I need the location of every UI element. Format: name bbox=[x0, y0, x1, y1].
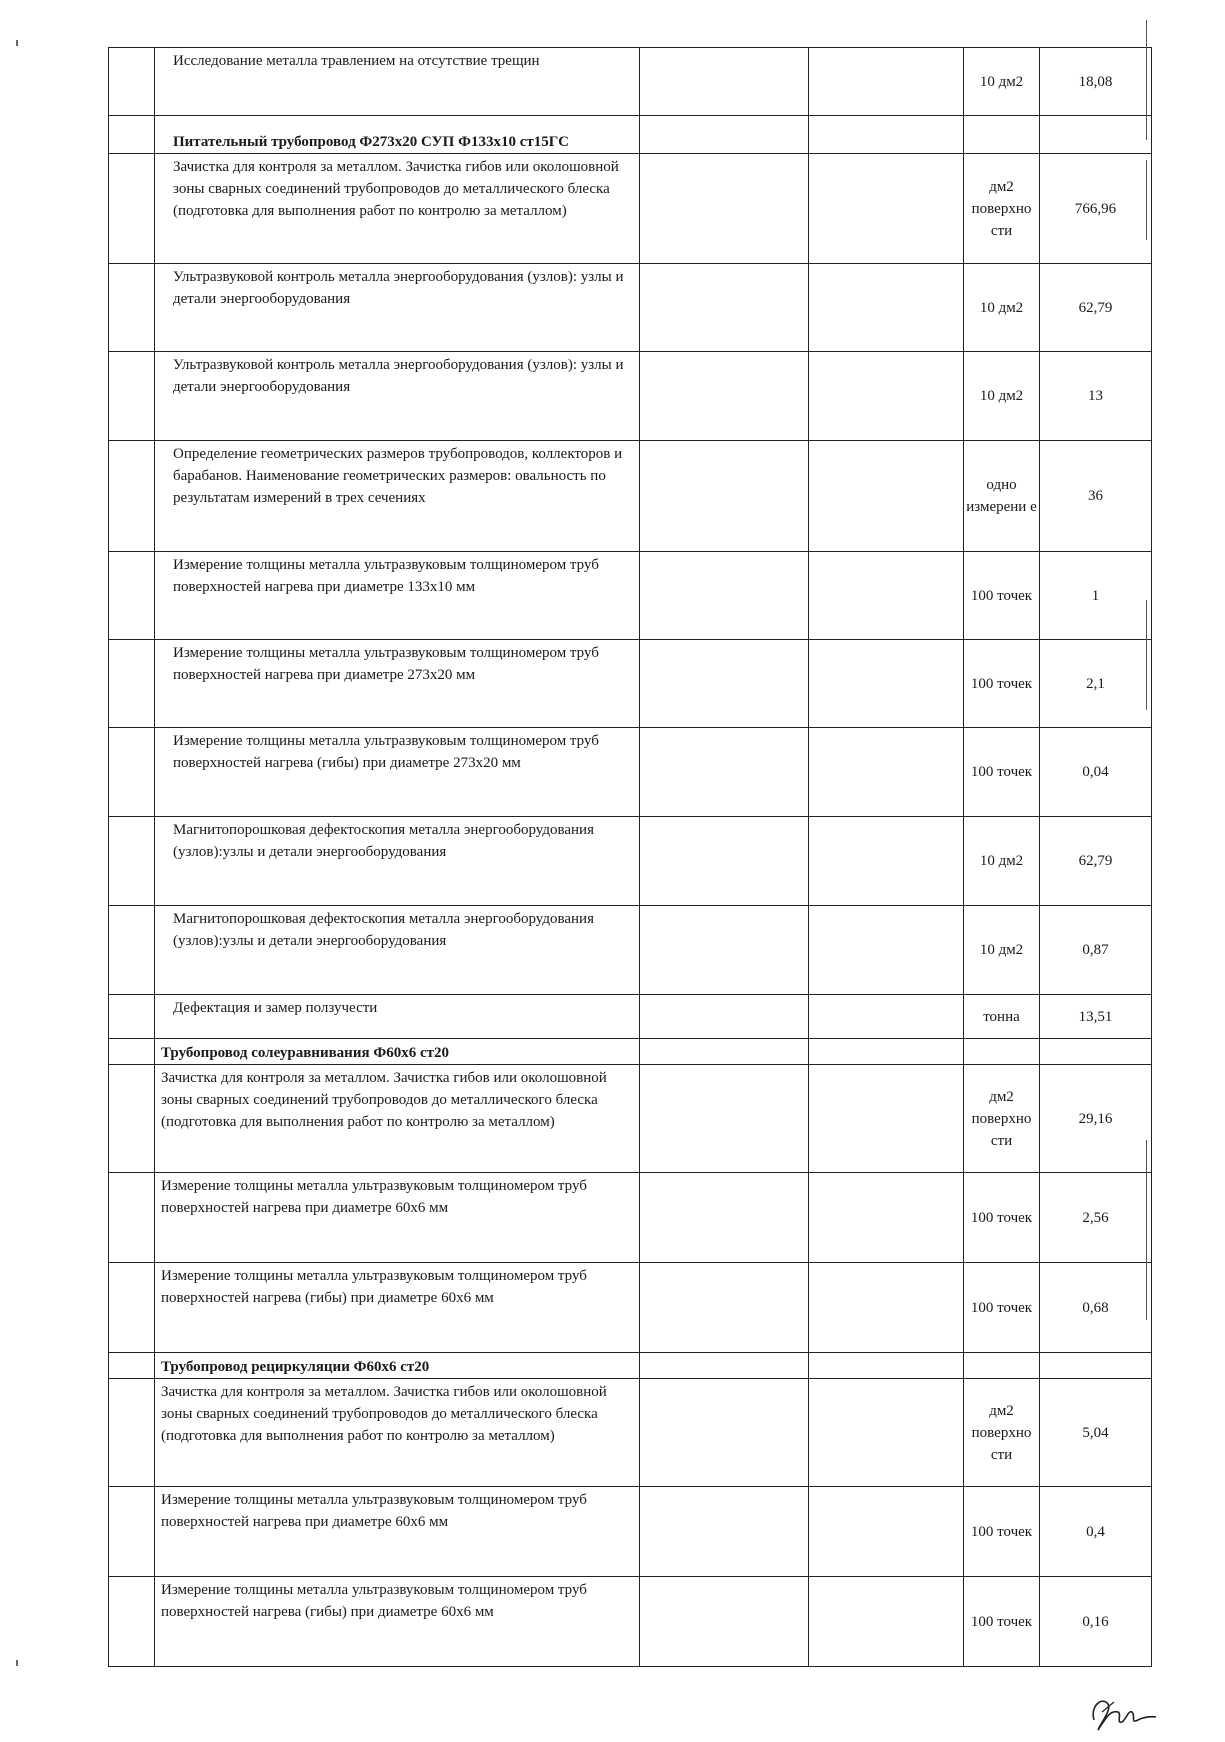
row-number-cell bbox=[109, 1353, 155, 1379]
empty-cell bbox=[640, 441, 809, 552]
row-number-cell bbox=[109, 817, 155, 906]
empty-cell bbox=[640, 1577, 809, 1667]
empty-cell bbox=[640, 116, 809, 154]
quantity-cell: 13,51 bbox=[1040, 995, 1152, 1039]
work-description: Измерение толщины металла ультразвуковым толщиномером труб поверхностей нагрева при диаметре 133х10 мм bbox=[155, 552, 640, 640]
empty-cell bbox=[640, 1039, 809, 1065]
row-number-cell bbox=[109, 552, 155, 640]
row-number-cell bbox=[109, 1263, 155, 1353]
scan-margin-line bbox=[1146, 600, 1147, 710]
work-description: Измерение толщины металла ультразвуковым толщиномером труб поверхностей нагрева при диаметре 60х6 мм bbox=[155, 1487, 640, 1577]
empty-cell bbox=[809, 1353, 964, 1379]
empty-cell bbox=[809, 817, 964, 906]
row-number-cell bbox=[109, 1039, 155, 1065]
table-row bbox=[109, 1263, 1152, 1353]
scan-margin-line bbox=[1146, 1140, 1147, 1320]
empty-cell bbox=[640, 640, 809, 728]
section-title: Питательный трубопровод Ф273х20 СУП Ф133х10 ст15ГС bbox=[155, 116, 640, 154]
empty-cell bbox=[809, 728, 964, 817]
table-row bbox=[109, 441, 1152, 552]
quantity-cell: 0,16 bbox=[1040, 1577, 1152, 1667]
empty-cell bbox=[640, 817, 809, 906]
table-row bbox=[109, 1173, 1152, 1263]
scan-margin-line bbox=[1146, 20, 1147, 140]
table-row bbox=[109, 264, 1152, 352]
empty-cell bbox=[640, 154, 809, 264]
section-title: Трубопровод солеуравнивания Ф60х6 ст20 bbox=[155, 1039, 640, 1065]
scan-mark bbox=[16, 1660, 18, 1666]
work-description: Измерение толщины металла ультразвуковым толщиномером труб поверхностей нагрева (гибы) при диаметре 60х6 мм bbox=[155, 1263, 640, 1353]
unit-cell: 100 точек bbox=[964, 1487, 1040, 1577]
unit-cell: 100 точек bbox=[964, 1263, 1040, 1353]
unit-cell: 10 дм2 bbox=[964, 906, 1040, 995]
unit-cell: 100 точек bbox=[964, 1577, 1040, 1667]
unit-cell: 100 точек bbox=[964, 552, 1040, 640]
table-row bbox=[109, 640, 1152, 728]
work-description: Определение геометрических размеров трубопроводов, коллекторов и барабанов. Наименование геометрических размеров: овальность по результатам измерений в трех сечениях bbox=[155, 441, 640, 552]
quantity-cell: 36 bbox=[1040, 441, 1152, 552]
work-description: Измерение толщины металла ультразвуковым толщиномером труб поверхностей нагрева (гибы) при диаметре 60х6 мм bbox=[155, 1577, 640, 1667]
empty-cell bbox=[809, 1379, 964, 1487]
row-number-cell bbox=[109, 264, 155, 352]
row-number-cell bbox=[109, 1173, 155, 1263]
empty-cell bbox=[809, 552, 964, 640]
empty-cell bbox=[640, 1353, 809, 1379]
empty-cell bbox=[809, 352, 964, 441]
unit-cell: 100 точек bbox=[964, 1173, 1040, 1263]
empty-cell bbox=[640, 1379, 809, 1487]
empty-cell bbox=[640, 1263, 809, 1353]
unit-cell: 10 дм2 bbox=[964, 48, 1040, 116]
empty-cell bbox=[809, 1487, 964, 1577]
work-description: Магнитопорошковая дефектоскопия металла энергооборудования (узлов):узлы и детали энергооборудования bbox=[155, 817, 640, 906]
work-description: Исследование металла травлением на отсутствие трещин bbox=[155, 48, 640, 116]
row-number-cell bbox=[109, 906, 155, 995]
quantity-cell: 0,68 bbox=[1040, 1263, 1152, 1353]
section-title: Трубопровод рециркуляции Ф60х6 ст20 bbox=[155, 1353, 640, 1379]
work-description: Зачистка для контроля за металлом. Зачистка гибов или околошовной зоны сварных соединений трубопроводов до металлического блеска (подготовка для выполнения работ по контролю за металлом) bbox=[155, 1065, 640, 1173]
work-table-body bbox=[109, 48, 1152, 1667]
unit-cell bbox=[964, 1039, 1040, 1065]
table-row bbox=[109, 1577, 1152, 1667]
work-description: Измерение толщины металла ультразвуковым толщиномером труб поверхностей нагрева при диаметре 273х20 мм bbox=[155, 640, 640, 728]
empty-cell bbox=[809, 48, 964, 116]
empty-cell bbox=[809, 995, 964, 1039]
document-page bbox=[108, 47, 1119, 1667]
table-row bbox=[109, 728, 1152, 817]
row-number-cell bbox=[109, 48, 155, 116]
table-row bbox=[109, 48, 1152, 116]
row-number-cell bbox=[109, 1379, 155, 1487]
quantity-cell: 0,04 bbox=[1040, 728, 1152, 817]
quantity-cell: 18,08 bbox=[1040, 48, 1152, 116]
empty-cell bbox=[640, 352, 809, 441]
table-row bbox=[109, 817, 1152, 906]
empty-cell bbox=[809, 116, 964, 154]
row-number-cell bbox=[109, 352, 155, 441]
empty-cell bbox=[640, 995, 809, 1039]
quantity-cell: 13 bbox=[1040, 352, 1152, 441]
section-header-row bbox=[109, 116, 1152, 154]
signature bbox=[1088, 1690, 1158, 1734]
row-number-cell bbox=[109, 441, 155, 552]
quantity-cell: 1 bbox=[1040, 552, 1152, 640]
row-number-cell bbox=[109, 1065, 155, 1173]
work-description: Измерение толщины металла ультразвуковым толщиномером труб поверхностей нагрева (гибы) при диаметре 273х20 мм bbox=[155, 728, 640, 817]
table-row bbox=[109, 1379, 1152, 1487]
work-description: Измерение толщины металла ультразвуковым толщиномером труб поверхностей нагрева при диаметре 60х6 мм bbox=[155, 1173, 640, 1263]
scan-mark bbox=[16, 40, 18, 46]
table-row bbox=[109, 352, 1152, 441]
work-description: Зачистка для контроля за металлом. Зачистка гибов или околошовной зоны сварных соединений трубопроводов до металлического блеска (подготовка для выполнения работ по контролю за металлом) bbox=[155, 154, 640, 264]
quantity-cell: 766,96 bbox=[1040, 154, 1152, 264]
work-description: Ультразвуковой контроль металла энергооборудования (узлов): узлы и детали энергооборудования bbox=[155, 264, 640, 352]
quantity-cell: 62,79 bbox=[1040, 817, 1152, 906]
empty-cell bbox=[640, 1487, 809, 1577]
empty-cell bbox=[809, 906, 964, 995]
unit-cell bbox=[964, 116, 1040, 154]
quantity-cell: 5,04 bbox=[1040, 1379, 1152, 1487]
unit-cell: дм2 поверхно сти bbox=[964, 1065, 1040, 1173]
unit-cell: дм2 поверхно сти bbox=[964, 1379, 1040, 1487]
empty-cell bbox=[640, 1065, 809, 1173]
table-row bbox=[109, 1065, 1152, 1173]
work-description: Ультразвуковой контроль металла энергооборудования (узлов): узлы и детали энергооборудования bbox=[155, 352, 640, 441]
unit-cell: одно измерени е bbox=[964, 441, 1040, 552]
quantity-cell: 2,56 bbox=[1040, 1173, 1152, 1263]
unit-cell: 10 дм2 bbox=[964, 817, 1040, 906]
quantity-cell: 29,16 bbox=[1040, 1065, 1152, 1173]
row-number-cell bbox=[109, 995, 155, 1039]
table-row bbox=[109, 552, 1152, 640]
empty-cell bbox=[809, 441, 964, 552]
table-row bbox=[109, 995, 1152, 1039]
table-row bbox=[109, 906, 1152, 995]
empty-cell bbox=[809, 640, 964, 728]
empty-cell bbox=[809, 1577, 964, 1667]
quantity-cell: 0,4 bbox=[1040, 1487, 1152, 1577]
empty-cell bbox=[809, 1065, 964, 1173]
scan-margin-line bbox=[1146, 160, 1147, 240]
row-number-cell bbox=[109, 728, 155, 817]
empty-cell bbox=[809, 154, 964, 264]
empty-cell bbox=[640, 264, 809, 352]
row-number-cell bbox=[109, 116, 155, 154]
empty-cell bbox=[640, 906, 809, 995]
unit-cell: 100 точек bbox=[964, 728, 1040, 817]
empty-cell bbox=[640, 552, 809, 640]
section-header-row bbox=[109, 1353, 1152, 1379]
empty-cell bbox=[809, 1173, 964, 1263]
empty-cell bbox=[640, 48, 809, 116]
quantity-cell bbox=[1040, 1039, 1152, 1065]
row-number-cell bbox=[109, 1577, 155, 1667]
unit-cell: 10 дм2 bbox=[964, 264, 1040, 352]
work-description: Зачистка для контроля за металлом. Зачистка гибов или околошовной зоны сварных соединений трубопроводов до металлического блеска (подготовка для выполнения работ по контролю за металлом) bbox=[155, 1379, 640, 1487]
row-number-cell bbox=[109, 154, 155, 264]
unit-cell: дм2 поверхно сти bbox=[964, 154, 1040, 264]
quantity-cell: 0,87 bbox=[1040, 906, 1152, 995]
table-row bbox=[109, 1487, 1152, 1577]
unit-cell bbox=[964, 1353, 1040, 1379]
empty-cell bbox=[640, 1173, 809, 1263]
unit-cell: 10 дм2 bbox=[964, 352, 1040, 441]
work-description: Магнитопорошковая дефектоскопия металла энергооборудования (узлов):узлы и детали энергооборудования bbox=[155, 906, 640, 995]
quantity-cell: 2,1 bbox=[1040, 640, 1152, 728]
work-table bbox=[108, 47, 1152, 1667]
quantity-cell bbox=[1040, 116, 1152, 154]
section-header-row bbox=[109, 1039, 1152, 1065]
empty-cell bbox=[809, 264, 964, 352]
empty-cell bbox=[640, 728, 809, 817]
work-description: Дефектация и замер ползучести bbox=[155, 995, 640, 1039]
empty-cell bbox=[809, 1039, 964, 1065]
quantity-cell: 62,79 bbox=[1040, 264, 1152, 352]
unit-cell: 100 точек bbox=[964, 640, 1040, 728]
quantity-cell bbox=[1040, 1353, 1152, 1379]
row-number-cell bbox=[109, 1487, 155, 1577]
unit-cell: тонна bbox=[964, 995, 1040, 1039]
empty-cell bbox=[809, 1263, 964, 1353]
row-number-cell bbox=[109, 640, 155, 728]
table-row bbox=[109, 154, 1152, 264]
